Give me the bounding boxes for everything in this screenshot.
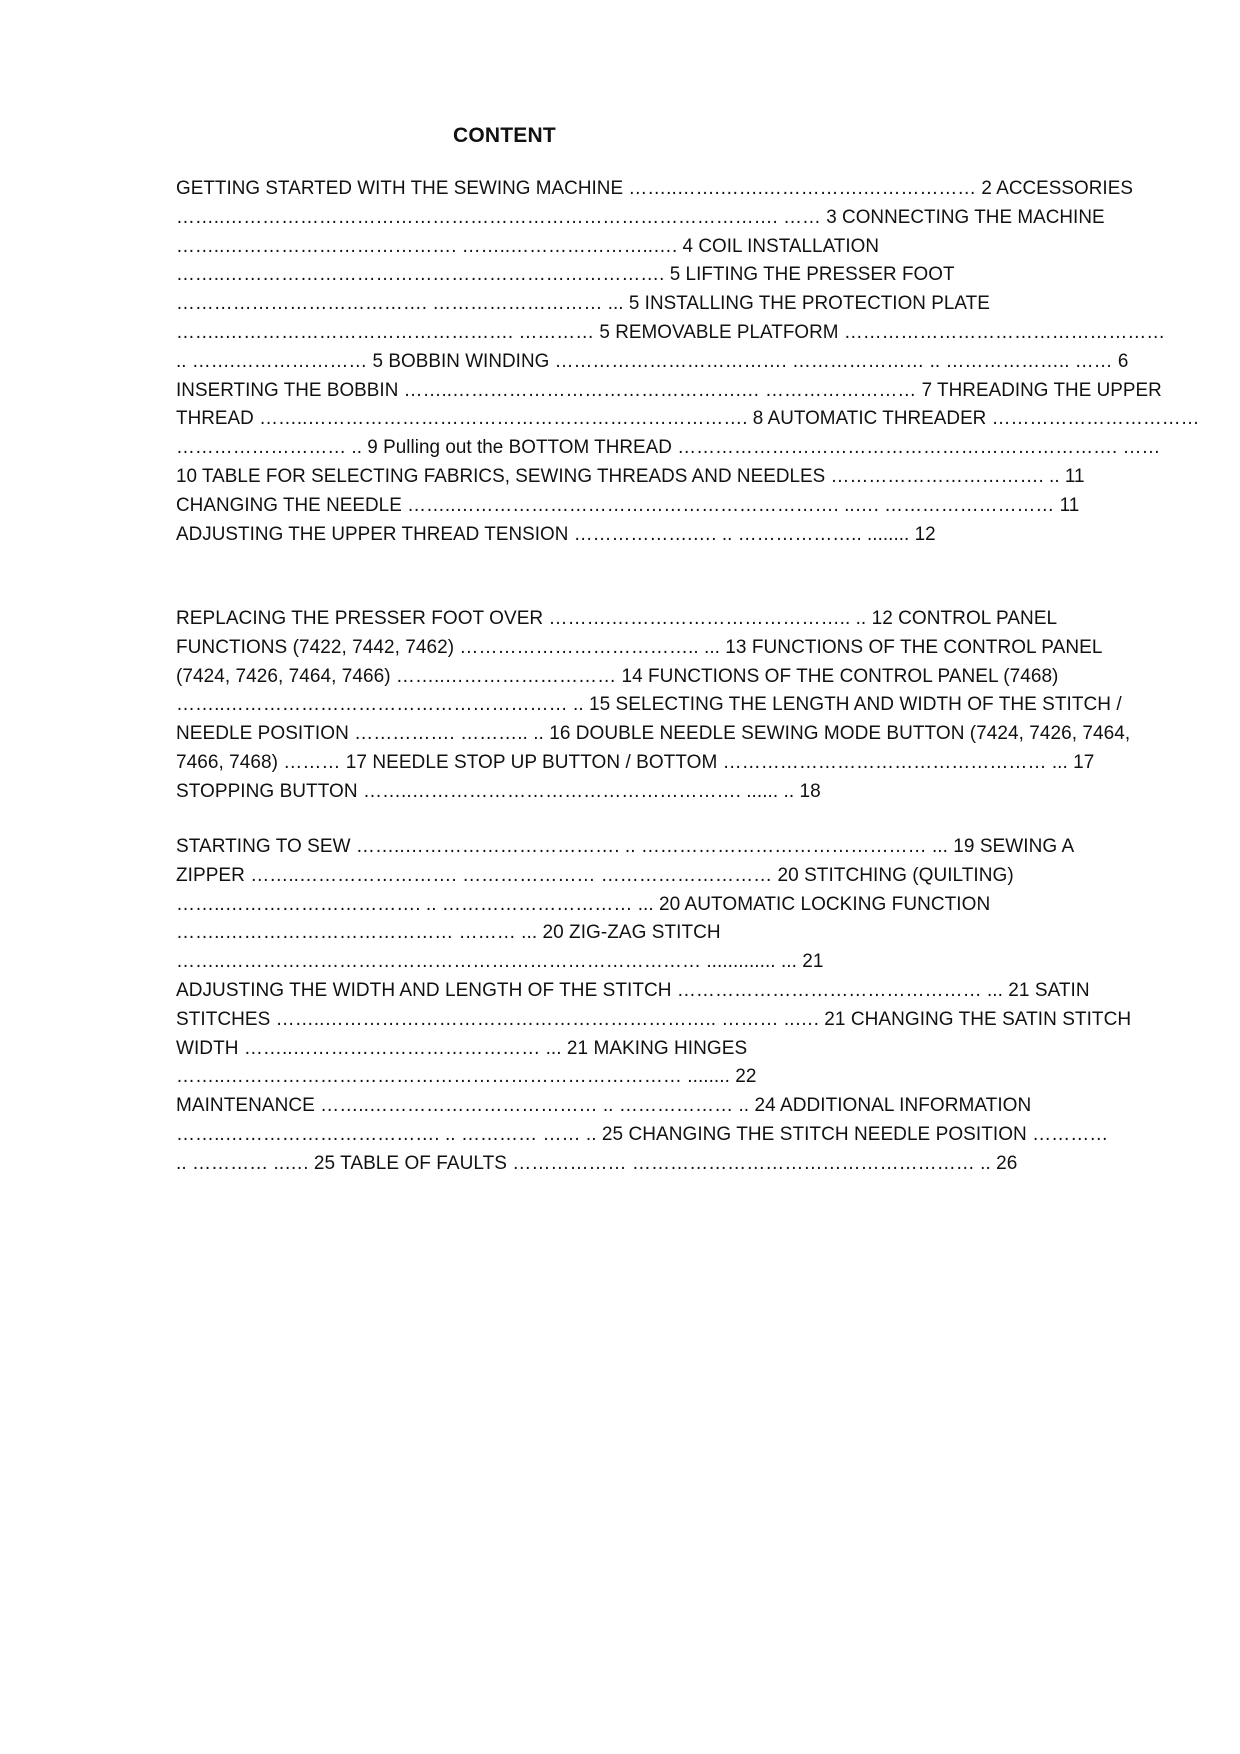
toc-line: ……..…………………………. .. ………………………… ... 20 AUTOMATIC LOCKING FUNCTION [176,893,991,915]
toc-line: ……..……………………………………………………………………………. …… 3 CONNECTING THE MACHINE [176,206,1105,228]
toc-line: (7424, 7426, 7464, 7466) ……..……………………… 14 FUNCTIONS OF THE CONTROL PANEL (7468) [176,665,1059,687]
toc-line: ……..………………………………………. ………… 5 REMOVABLE PLATFORM …………………………………………… [176,321,1166,343]
toc-line: MAINTENANCE ……..……………………………… .. ……………… .. 24 ADDITIONAL INFORMATION [176,1095,1032,1117]
toc-line: STOPPING BUTTON ……..……………………………………………. ...... .. 18 [176,780,821,802]
toc-section-1 [176,175,1208,549]
toc-line: 7466, 7468) ……… 17 NEEDLE STOP UP BUTTON / BOTTOM …………………………………………… ... 17 [176,751,1095,773]
toc-line: ……………………… .. 9 Pulling out the BOTTOM THREAD ……………………………………………………………. …… [176,437,1161,459]
toc-line: ……..……………………………… ……… ... 20 ZIG-ZAG STITCH [176,922,721,944]
toc-line: …………………………………. ……………………… ... 5 INSTALLING THE PROTECTION PLATE [176,293,990,315]
toc-line: .. ………… ..…. 25 TABLE OF FAULTS ……………… ……………………………………………… .. 26 [176,1152,1018,1174]
toc-line: ……..……………………………………………………………… ........ 22 [176,1066,757,1088]
toc-line: CHANGING THE NEEDLE ……..……………………………………………………. ..…. ……………………… 11 [176,494,1080,516]
toc-section-3 [176,833,1131,1179]
toc-line: ADJUSTING THE WIDTH AND LENGTH OF THE STITCH ………………………………………… ... 21 SATIN [176,979,1090,1001]
toc-line: ……..………………………………………………………………… ............. ... 21 [176,951,824,973]
toc-line: ……..……………………………………………… .. 15 SELECTING THE LENGTH AND WIDTH OF THE STITCH / [176,694,1122,716]
toc-line: GETTING STARTED WITH THE SEWING MACHINE ……..…….…….…………….……………… 2 ACCESSORIES [176,178,1133,199]
toc-line: ADJUSTING THE UPPER THREAD TENSION ……………….…. .. ……………….. ........ 12 [176,523,936,545]
toc-line: ……..……………………………………………………………. 5 LIFTING THE PRESSER FOOT [176,264,955,286]
toc-line: .. …….………………… 5 BOBBIN WINDING ………………………………. ………………… .. ……………….. …… 6 [176,350,1129,372]
toc-line: STITCHES ……..…………………………………………………….. ……… ..…. 21 CHANGING THE SATIN STITCH [176,1008,1132,1030]
toc-line: NEEDLE POSITION ……………. ……….. .. 16 DOUBLE NEEDLE SEWING MODE BUTTON (7424, 7426, 7464, [176,723,1131,745]
toc-line: WIDTH ……..………………………………… ... 21 MAKING HINGES [176,1037,748,1059]
toc-section-2 [176,605,1130,807]
page-title: CONTENT [453,124,556,147]
toc-line: REPLACING THE PRESSER FOOT OVER ……….……………………………….. .. 12 CONTROL PANEL [176,608,1058,629]
toc-line: STARTING TO SEW ……..……………………………. .. ……………………………………… ... 19 SEWING A [176,836,1075,857]
toc-line: INSERTING THE BOBBIN ……..……………………………………….… …………………… 7 THREADING THE UPPER [176,379,1162,401]
toc-line: THREAD ……..……………………………………………………………. 8 AUTOMATIC THREADER …………………………… [176,408,1200,430]
toc-line: ……..……………………………. .. ………… …… .. 25 CHANGING THE STITCH NEEDLE POSITION ………… [176,1123,1109,1145]
toc-line: FUNCTIONS (7422, 7442, 7462) ……………………………….. ... 13 FUNCTIONS OF THE CONTROL PANEL [176,636,1103,658]
toc-line: ZIPPER ……..……………………. ………………… ……………………… 20 STITCHING (QUILTING) [176,864,1014,886]
toc-line: ……..………………………………. ……..…………………..…. 4 COIL INSTALLATION [176,235,880,257]
toc-line: 10 TABLE FOR SELECTING FABRICS, SEWING THREADS AND NEEDLES ……………………………. .. 11 [176,465,1085,487]
